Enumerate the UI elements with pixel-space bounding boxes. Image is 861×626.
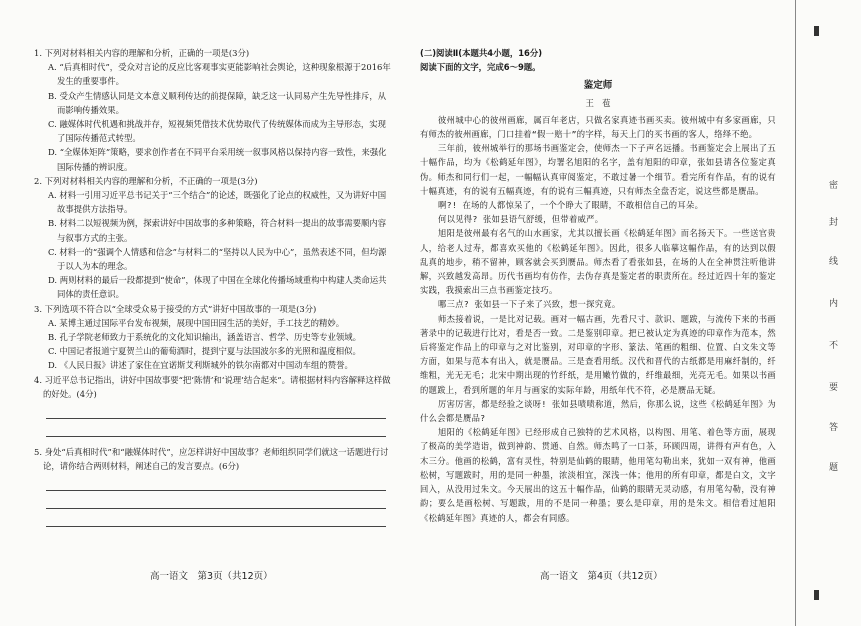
question-1-option-a: A. “后真相时代”，受众对言论的反应比客观事实更能影响社会舆论，这种现象根源于2016年发生的重要事件。 (48, 62, 391, 87)
question-1-option-b: B. 受众产生情感认同是文本意义顺利传达的前提保障，缺乏这一认同易产生先导性排斥，从而影响传播效果。 (48, 90, 387, 115)
left-column (34, 46, 394, 527)
seal-line-char: 内 (829, 299, 839, 309)
question-3-option-c: C. 中国记者报道宁夏贺兰山的葡萄酒时，提到宁夏与法国波尔多的光照和温度相似。 (48, 346, 361, 357)
registration-mark (814, 26, 819, 36)
article-paragraph: 师杰接着说，一是比对记载。画对一幅古画，先看尺寸、款识、题跋，与流传下来的书画著录中的记载进行比对，看是否一致。二是鉴别印章。把已被认定为真迹的印章作为范本，然后将鉴定作品上的印章与之对比鉴别，对印章的字形、篆法、笔画的粗细、位置、白文朱文等方面，如果与范本有出入，就是赝品。三是查看用纸。汉代和晋代的古纸都是用麻纤制的，纤维粗，光无无毛；北宋中期出现的竹纤纸，是用嫩竹做的，纤维最细，光亮无毛。如果以书画的题跋上，看到所题的年月与画家的实际年龄，用纸年代不符，必是赝品无疑。 (420, 313, 776, 395)
page-footer-left: 高一语文 第3页（共12页） (150, 571, 273, 582)
article-paragraph: 啊?! 在场的人都惊呆了，一个个睁大了眼睛，不敢相信自己的耳朵。 (438, 200, 704, 211)
question-2-option-c: C. 材料一的“强调个人情感和信念”与材料二的“坚持以人民为中心”，虽然表述不同，但均源于以人为本的理念。 (48, 246, 387, 272)
question-3-stem: 3. 下列选项不符合以“全球受众易于接受的方式”讲好中国故事的一项是(3分) (34, 303, 317, 314)
answer-line[interactable] (46, 491, 386, 509)
article-title: 鉴定师 (583, 80, 613, 92)
right-column (420, 46, 776, 525)
question-3-option-a: A. 某博主通过国际平台发布视频，展现中国田园生活的美好，手工技艺的精妙。 (48, 317, 345, 328)
registration-mark (814, 590, 819, 600)
seal-line-char: 不 (829, 341, 839, 351)
seal-line-char: 线 (829, 257, 839, 267)
seal-line-char: 题 (829, 463, 839, 473)
seal-line-char: 要 (829, 383, 839, 393)
question-5-stem: 5. 身处“后真相时代”和“融媒体时代”，应怎样讲好中国故事？老师组织同学们就这一话题进行讨论，请你结合两则材料，阐述自己的发言要点。(6分) (34, 447, 389, 472)
question-1-option-d: D. “全媒体矩阵”策略，要求创作者在不同平台采用统一叙事风格以保持内容一致性，来强化国际传播的辨识度。 (48, 147, 387, 172)
article-paragraph: 旭阳的《松鹤延年图》已经形成自己独特的艺术风格，以构图、用笔、着色等方面，展现了极高的美学造诣，做到神韵、贯通、自然。师杰鸣了一口茶，环顾四周，讲得有声有色，入木三分。他画的松鹤，富有灵性，特别是仙鹤的眼睛，他用笔勾勒出来，犹如一双有神，他画松树，写题跋时，用的是同一种墨，浓淡相宜，深浅一体；他用的所有印章，都是白文，文字回入，从没用过朱文。今天展出的这五十幅作品，仙鹤的眼睛无灵动感，有用笔勾勒，没有神韵；要么是画松树、写题跋，用的不是同一种墨；要么是印章，用的是朱文。相信看过旭阳《松鹤延年图》真迹的人，都会有同感。 (420, 427, 776, 523)
reading-instruction: 阅读下面的文字，完成6～9题。 (420, 62, 541, 73)
question-4-stem: 4. 习近平总书记指出，讲好中国故事要“把‘陈情’和‘说理’结合起来”。请根据材料内容解释这样做的好处。(4分) (34, 374, 391, 399)
section-heading: (二)阅读Ⅱ(本题共4小题，16分) (420, 48, 543, 58)
question-2-option-d: D. 两则材料的最后一段都提到“使命”，体现了中国在全球化传播场域重构中构建人类命运共同体的责任意识。 (48, 275, 387, 300)
article-paragraph: 彼州城中心的彼州画廊，属百年老店，只做名家真迹书画买卖。彼州城中有多家画廊，只有师杰的彼州画廊，门口挂着“假一赔十”的字样，每天上门的买书画的客人，络绎不绝。 (420, 114, 776, 140)
question-2-stem: 2. 下列对材料相关内容的理解和分析，不正确的一项是(3分) (34, 175, 258, 186)
answer-line[interactable] (46, 509, 386, 527)
article-author: 王 苞 (585, 97, 611, 108)
page-footer-right: 高一语文 第4页（共12页） (540, 571, 663, 582)
seal-line-char: 答 (829, 423, 839, 433)
answer-line[interactable] (46, 473, 386, 491)
seal-line-char: 密 (829, 181, 839, 191)
seal-line-char: 封 (829, 218, 839, 228)
article-paragraph: 何以见得? 张如县语气舒缓，但带着威严。 (438, 214, 604, 225)
answer-line[interactable] (46, 419, 386, 437)
article-paragraph: 厉害厉害，都是经验之谈呀! 张如县啧啧称道，然后，你那么说，这些《松鹤延年图》为什么会都是赝品? (420, 398, 776, 424)
question-2-option-a: A. 材料一引用习近平总书记关于“三个结合”的论述，既强化了论点的权威性，又为讲好中国故事提供方法指导。 (48, 190, 387, 215)
question-3-option-d: D. 《人民日报》讲述了家住在宜诺斯艾利斯城外的铁尔南都对中国动车组的赞誉。 (48, 360, 353, 371)
article-paragraph: 旭阳是彼州最有名气的山水画家，尤其以擅长画《松鹤延年图》而名扬天下。一些送官贵人，给老人过寿，都喜欢买他的《松鹤延年图》。因此，很多人临摹这幅作品，有的达到以假乱真的地步，稍不留神，顾客就会买到赝品。师杰看了看张如县，在场的人在全神贯注听他讲解，兴致越发高昂。历代书画均有仿作，去伪存真是鉴定者的职责所在。经过近四十年的鉴定实践，我摸索出三点书画鉴定技巧。 (420, 228, 776, 296)
question-1-stem: 1. 下列对材料相关内容的理解和分析，正确的一项是(3分) (34, 48, 250, 58)
question-3-option-b: B. 孔子学院老师致力于系统化的文化知识输出，涵盖语言、哲学、历史等专业领域。 (48, 332, 361, 343)
article-paragraph: 三年前，彼州城举行的那场书画鉴定会，使师杰一下子声名远播。书画鉴定会上展出了五十幅作品，均为《松鹤延年图》，均署名旭阳的名字，盖有旭阳的印章，张如县请各位鉴定真伪。师杰和同行们一起，一幅幅认真审阅鉴定，不敢过暑一个细节。看完所有作品，有的说有十幅真迹，有的说有五幅真迹，有的说有三幅真迹，只有师杰全盘否定，说这些都是赝品。 (420, 143, 776, 196)
article-paragraph: 哪三点? 张如县一下子来了兴致，想一探究竟。 (438, 299, 621, 310)
question-1-option-c: C. 融媒体时代机遇和挑战并存，短视频凭借技术优势取代了传统媒体而成为主导形态，实现了国际传播范式转型。 (48, 119, 387, 144)
answer-line[interactable] (46, 401, 386, 419)
question-2-option-b: B. 材料二以短视频为例，探索讲好中国故事的多种策略，符合材料一提出的故事需要顺内容与叙事方式的主张。 (48, 218, 387, 243)
binding-margin (795, 0, 861, 626)
